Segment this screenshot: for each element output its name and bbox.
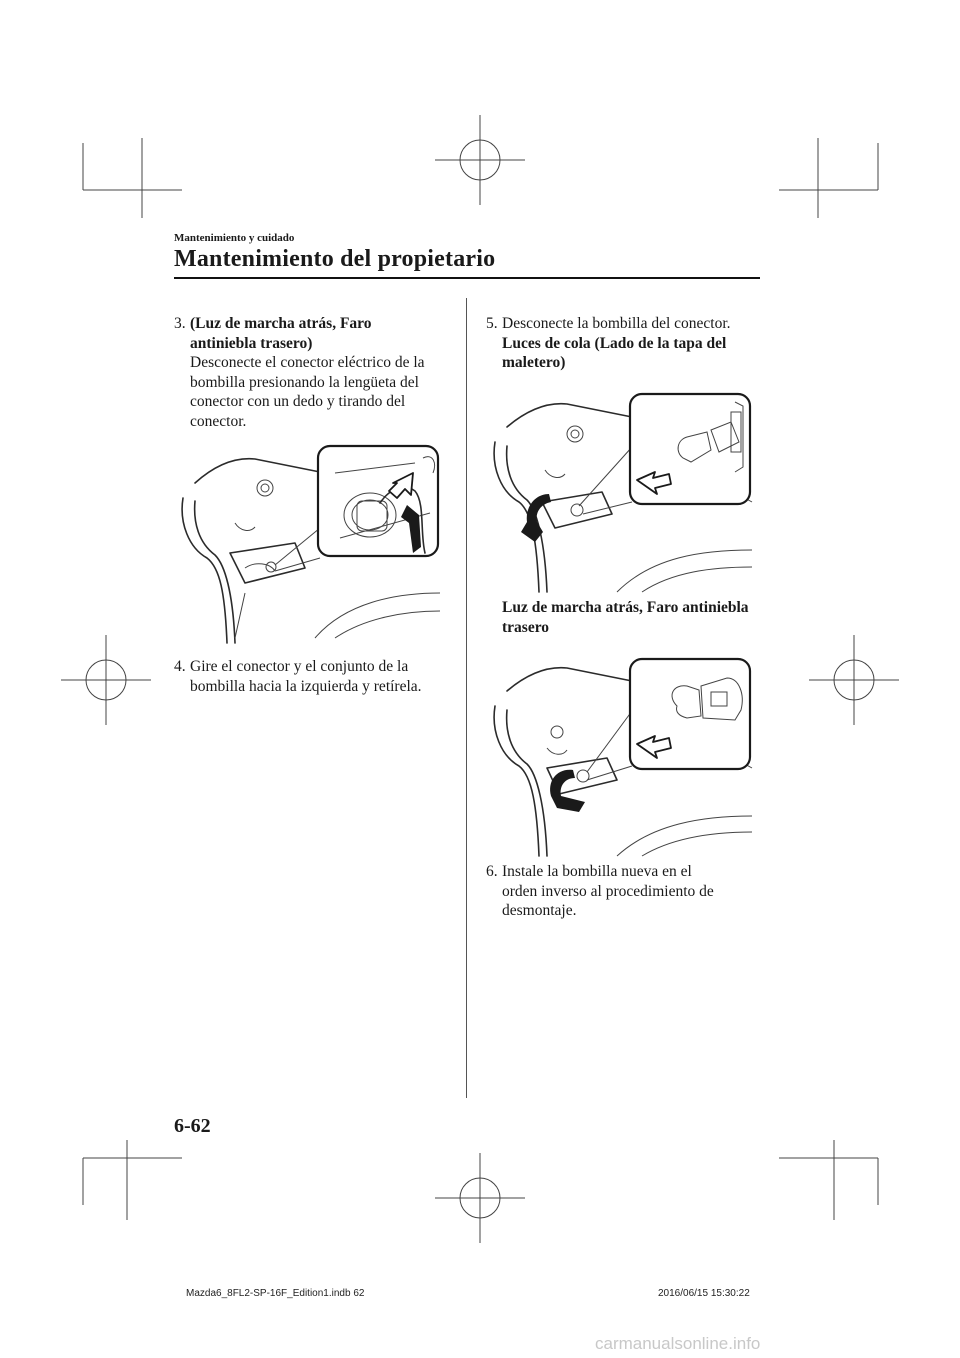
figure-reverse-fog-bulb xyxy=(487,656,755,861)
step-4-number: 4. xyxy=(174,658,186,675)
step-5-number: 5. xyxy=(486,315,498,332)
section-category: Mantenimiento y cuidado xyxy=(174,232,295,244)
step-5-tail-lights-line-1: Luces de cola (Lado de la tapa del xyxy=(502,334,727,352)
step-5 xyxy=(486,314,766,374)
step-3-number: 3. xyxy=(174,315,186,332)
step-4 xyxy=(174,657,459,699)
step-3-heading-line-2: antiniebla trasero) xyxy=(190,334,313,352)
step-6-body-line-3: desmontaje. xyxy=(502,902,577,919)
step-5-reverse-fog-line-2: trasero xyxy=(502,618,550,636)
step-3-body-line-1: Desconecte el conector eléctrico de la xyxy=(190,354,425,371)
page-number: 6-62 xyxy=(174,1115,211,1137)
column-divider xyxy=(466,298,467,1098)
header-rule xyxy=(174,277,760,279)
figure-tail-light-bulb xyxy=(487,392,755,597)
page-title: Mantenimiento del propietario xyxy=(174,246,496,272)
step-4-body-line-1: Gire el conector y el conjunto de la xyxy=(190,658,409,675)
step-6 xyxy=(486,862,766,922)
step-6-body-line-2: orden inverso al procedimiento de xyxy=(502,882,714,900)
step-3-heading-line-1: (Luz de marcha atrás, Faro xyxy=(190,315,372,332)
step-6-number: 6. xyxy=(486,863,498,880)
step-6-body-line-1: Instale la bombilla nueva en el xyxy=(502,863,692,880)
step-4-body-line-2: bombilla hacia la izquierda y retírela. xyxy=(190,677,422,695)
step-5-reverse-fog-heading xyxy=(502,598,772,640)
step-3-body-line-2: bombilla presionando la lengüeta del xyxy=(190,373,419,391)
step-3-body-line-3: conector con un dedo y tirando del xyxy=(190,393,406,410)
print-file-name: Mazda6_8FL2-SP-16F_Edition1.indb 62 xyxy=(186,1288,365,1299)
step-3 xyxy=(174,314,454,430)
step-5-reverse-fog-line-1: Luz de marcha atrás, Faro antiniebla xyxy=(502,599,749,616)
print-timestamp: 2016/06/15 15:30:22 xyxy=(658,1288,750,1299)
figure-disconnect-connector xyxy=(175,443,443,648)
step-3-body-line-4: conector. xyxy=(190,412,247,430)
step-5-tail-lights-line-2: maletero) xyxy=(502,354,566,371)
step-5-body-line-1: Desconecte la bombilla del conector. xyxy=(502,315,731,332)
watermark: carmanualsonline.info xyxy=(595,1334,761,1353)
